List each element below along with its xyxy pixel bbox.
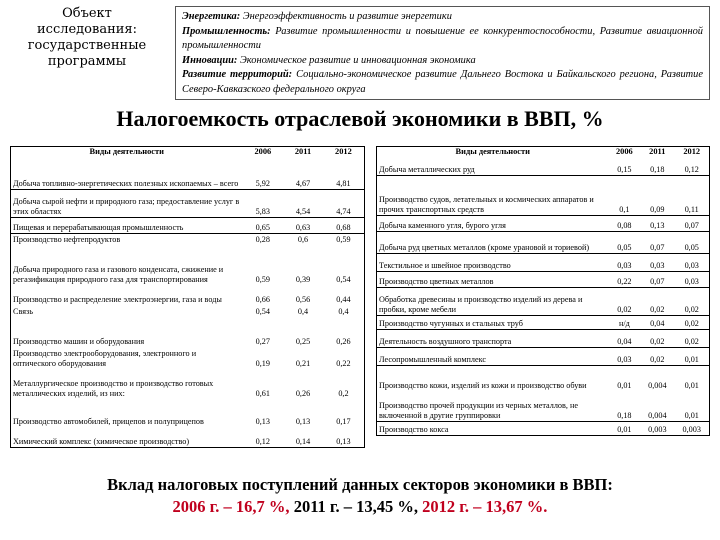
activity-cell: Производство нефтепродуктов [13, 235, 121, 244]
value-cell: 0,03 [609, 253, 641, 271]
table-row [11, 427, 365, 447]
object-line-3: государственные [27, 38, 147, 53]
table-row [11, 285, 365, 305]
value-cell: 0,59 [255, 275, 270, 284]
value-cell: 0,21 [295, 359, 311, 368]
value-cell: 0,22 [336, 359, 351, 368]
header-2006: 2006 [615, 147, 633, 156]
value-cell: 0,25 [295, 337, 311, 346]
value-cell: 0,01 [674, 347, 709, 365]
value-cell: 0,003 [648, 424, 667, 434]
value-cell: 0,03 [674, 253, 709, 271]
value-cell: 0,01 [617, 381, 632, 390]
table-row [11, 245, 365, 285]
value-cell: 0,54 [336, 275, 351, 284]
value-cell: 0,05 [609, 231, 641, 253]
value-cell: 0,12 [255, 436, 270, 446]
object-line-4: программы [47, 54, 127, 69]
program-territories: Развитие территорий: Социально-экономическое развитие Дальнего Востока и Байкальского региона, Развитие Северо-Кавказского федерального округа [182, 69, 703, 95]
activity-cell: Добыча сырой нефти и природного газа; предоставление услуг в этих областях [11, 189, 243, 217]
table-header-row [11, 147, 365, 158]
value-cell: 0,13 [295, 417, 311, 426]
table-row [377, 157, 710, 175]
value-cell: 0,04 [640, 315, 674, 329]
table-row [11, 217, 365, 233]
table-row [377, 231, 710, 253]
header-2012: 2012 [335, 147, 352, 156]
value-cell: 0,03 [609, 347, 641, 365]
value-cell: 0,54 [255, 307, 270, 316]
value-cell: 5,83 [243, 189, 284, 217]
table-row [377, 315, 710, 329]
table-row [11, 305, 365, 317]
value-cell: 0,02 [640, 287, 674, 315]
value-cell: 0,004 [640, 391, 674, 421]
table-row [377, 175, 710, 215]
value-cell: 5,92 [243, 157, 284, 189]
table-row [377, 253, 710, 271]
activity-cell: Пищевая и перерабатывающая промышленность [11, 217, 243, 233]
value-cell: 0,01 [617, 424, 632, 434]
object-line-1: Объект [62, 6, 112, 21]
header-activity: Виды деятельности [455, 147, 530, 156]
program-innovation: Инновации: Экономическое развитие и инновационная экономика [182, 54, 476, 66]
program-industry: Промышленность: Развитие промышленности и повышение ее конкурентоспособности, Развитие авиационной промышленности [182, 25, 703, 51]
value-cell: 0,56 [295, 295, 311, 304]
value-cell: 0,15 [609, 157, 641, 175]
table-row [377, 215, 710, 231]
left-tax-table [10, 146, 365, 448]
table-row [377, 271, 710, 287]
value-cell: 0,19 [255, 359, 270, 368]
value-cell: 0,08 [609, 215, 641, 231]
table-row [377, 365, 710, 391]
value-cell: 0,02 [674, 287, 709, 315]
value-cell: 0,1 [609, 175, 641, 215]
value-cell: 0,27 [255, 337, 270, 346]
value-cell: 0,13 [640, 215, 674, 231]
activity-cell: Обработка древесины и производство изделий из дерева и пробки, кроме мебели [377, 287, 609, 315]
value-cell: 0,03 [674, 271, 709, 287]
activity-cell: Производство автомобилей, прицепов и полуприцепов [13, 417, 204, 426]
value-cell: 0,02 [674, 329, 709, 347]
table-row [11, 189, 365, 217]
value-cell: 0,63 [283, 217, 323, 233]
value-cell: 0,4 [338, 307, 349, 316]
page-title: Налогоемкость отраслевой экономики в ВВП, % [116, 106, 604, 131]
gdp-contribution-summary [0, 474, 720, 518]
table-row [377, 287, 710, 315]
activity-cell: Производство прочей продукции из черных металлов, не включенной в другие группировки [377, 391, 609, 421]
value-cell: 4,54 [283, 189, 323, 217]
activity-cell: Металлургическое производство и производство готовых металлических изделий, из них: [13, 379, 214, 398]
value-cell: 0,02 [674, 315, 709, 329]
header-2012: 2012 [683, 147, 701, 156]
table-row [11, 399, 365, 427]
header-2011: 2011 [294, 147, 312, 156]
value-cell: 0,6 [297, 235, 309, 244]
activity-cell: Производство и распределение электроэнергии, газа и воды [13, 295, 222, 304]
research-object-label [12, 6, 162, 92]
programs-box [175, 6, 710, 100]
value-2011: 2011 г. – 13,45 %, [289, 497, 419, 516]
summary-heading: Вклад налоговых поступлений данных секторов экономики в ВВП: [107, 475, 613, 494]
value-cell: 0,28 [255, 235, 270, 244]
table-row [11, 347, 365, 369]
activity-cell: Производство машин и оборудования [13, 337, 145, 346]
value-cell: 0,12 [674, 157, 709, 175]
value-cell: 0,22 [609, 271, 641, 287]
activity-cell: Добыча каменного угля, бурого угля [377, 215, 609, 231]
value-cell: 0,02 [640, 347, 674, 365]
value-cell: 0,18 [609, 391, 641, 421]
value-cell: 0,09 [640, 175, 674, 215]
activity-cell: Производство электрооборудования, электронного и оптического оборудования [13, 349, 197, 368]
value-cell: 0,61 [255, 389, 270, 398]
table-row [11, 369, 365, 399]
activity-cell: Деятельность воздушного транспорта [377, 329, 609, 347]
value-cell: 0,13 [255, 417, 270, 426]
value-2006: 2006 г. – 16,7 %, [172, 497, 290, 516]
value-cell: 0,07 [640, 231, 674, 253]
activity-cell: Добыча металлических руд [377, 157, 609, 175]
activity-cell: Добыча топливно-энергетических полезных ископаемых – всего [11, 157, 243, 189]
value-cell: 0,18 [640, 157, 674, 175]
value-cell: 0,39 [295, 275, 311, 284]
object-line-2: исследования: [37, 22, 137, 37]
value-cell: 4,81 [323, 157, 365, 189]
value-cell: 0,68 [323, 217, 365, 233]
value-cell: 0,03 [640, 253, 674, 271]
value-cell: 0,2 [338, 389, 349, 398]
value-cell: 0,26 [295, 389, 311, 398]
value-cell: 4,74 [323, 189, 365, 217]
program-energy: Энергетика: Энергоэффективность и развитие энергетики [182, 11, 452, 22]
value-cell: 0,01 [684, 381, 699, 390]
value-cell: 0,05 [674, 231, 709, 253]
activity-cell: Производство кокса [379, 424, 449, 434]
value-cell: 0,004 [648, 381, 667, 390]
header-2006: 2006 [254, 147, 272, 156]
value-cell: 0,02 [640, 329, 674, 347]
value-cell: 0,04 [609, 329, 641, 347]
value-cell: 0,02 [609, 287, 641, 315]
value-cell: 0,01 [674, 391, 709, 421]
value-cell: 4,67 [283, 157, 323, 189]
table-row [377, 391, 710, 421]
value-cell: 0,59 [336, 235, 351, 244]
value-cell: 0,66 [255, 295, 270, 304]
activity-cell: Производство кожи, изделий из кожи и производство обуви [379, 381, 587, 390]
activity-cell: Добыча руд цветных металлов (кроме урановой и ториевой) [377, 231, 609, 253]
activity-cell: Производство чугунных и стальных труб [377, 315, 609, 329]
value-2012: 2012 г. – 13,67 %. [418, 497, 548, 516]
value-cell: 0,44 [336, 295, 351, 304]
activity-cell: Производство судов, летательных и космических аппаратов и прочих транспортных средств [377, 175, 609, 215]
table-row [377, 421, 710, 435]
header-activity: Виды деятельности [89, 147, 164, 156]
value-cell: 0,14 [295, 436, 311, 446]
table-row [11, 317, 365, 347]
right-tax-table [376, 146, 710, 436]
value-cell: 0,17 [336, 417, 351, 426]
table-row [377, 329, 710, 347]
table-row [11, 157, 365, 189]
value-cell: 0,4 [297, 307, 309, 316]
value-cell: 0,11 [674, 175, 709, 215]
activity-cell: Химический комплекс (химическое производство) [13, 436, 190, 446]
activity-cell: Связь [13, 307, 33, 316]
summary-values [0, 496, 720, 518]
value-cell: 0,26 [336, 337, 351, 346]
value-cell: 0,65 [243, 217, 284, 233]
activity-cell: Лесопромышленный комплекс [377, 347, 609, 365]
value-cell: 0,003 [682, 424, 701, 434]
value-cell: н/д [609, 315, 641, 329]
header-2011: 2011 [649, 147, 666, 156]
table-row [11, 233, 365, 245]
value-cell: 0,07 [640, 271, 674, 287]
table-row [377, 347, 710, 365]
activity-cell: Добыча природного газа и газового конденсата, сжижение и регазификация природного газа для транспортирования [13, 265, 224, 284]
activity-cell: Производство цветных металлов [377, 271, 609, 287]
table-header-row [377, 147, 710, 158]
activity-cell: Текстильное и швейное производство [377, 253, 609, 271]
value-cell: 0,07 [674, 215, 709, 231]
value-cell: 0,13 [336, 436, 351, 446]
